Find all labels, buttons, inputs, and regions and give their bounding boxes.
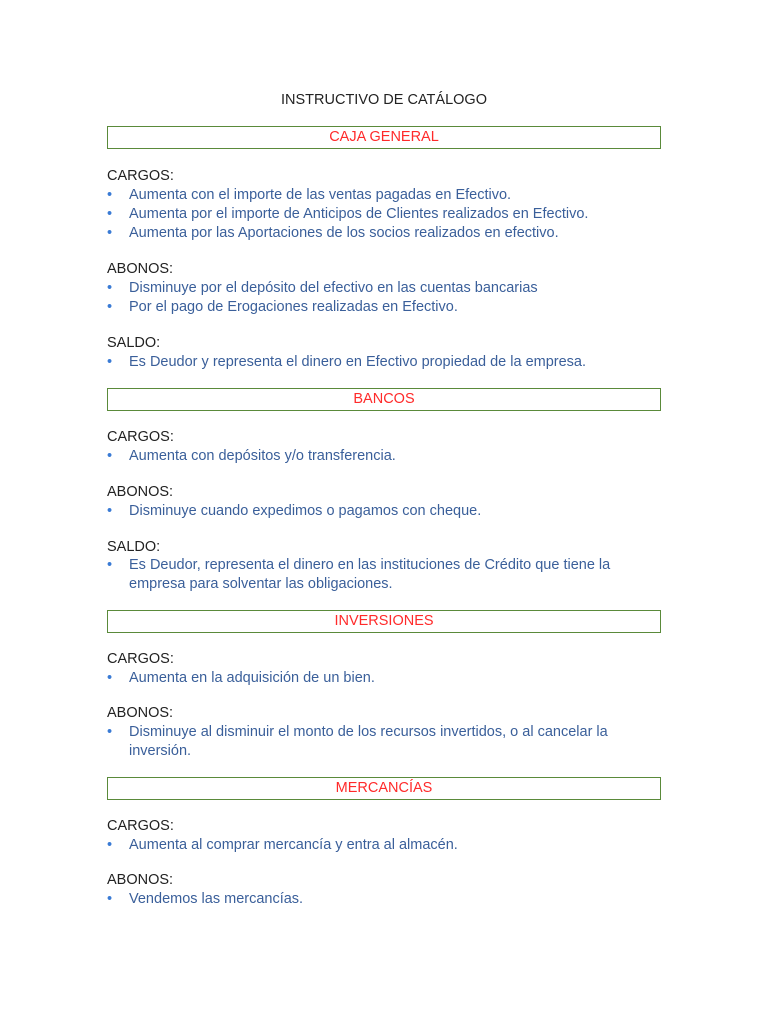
bullet-icon: • bbox=[107, 448, 113, 464]
cargos-heading: CARGOS: bbox=[107, 818, 174, 834]
bullet-icon: • bbox=[107, 837, 113, 853]
bullet-item: • Aumenta por las Aportaciones de los socios realizados en efectivo. bbox=[107, 225, 559, 241]
abonos-heading: ABONOS: bbox=[107, 261, 174, 277]
bullet-item: • Aumenta con el importe de las ventas pagadas en Efectivo. bbox=[107, 187, 512, 203]
saldo-heading: SALDO: bbox=[107, 335, 161, 351]
document-title: INSTRUCTIVO DE CATÁLOGO bbox=[281, 92, 487, 108]
bullet-item: • Disminuye al disminuir el monto de los recursos invertidos, o al cancelar la inversión. bbox=[107, 724, 608, 759]
cargos-heading: CARGOS: bbox=[107, 429, 174, 445]
section-header-inversiones: INVERSIONES bbox=[107, 610, 661, 633]
section-header-bancos: BANCOS bbox=[107, 388, 661, 411]
bullet-icon: • bbox=[107, 724, 113, 740]
bullet-icon: • bbox=[107, 354, 113, 370]
bullet-icon: • bbox=[107, 280, 113, 296]
bullet-item: • Por el pago de Erogaciones realizadas en Efectivo. bbox=[107, 299, 458, 315]
cargos-heading: CARGOS: bbox=[107, 168, 174, 184]
abonos-heading: ABONOS: bbox=[107, 484, 174, 500]
bullet-item: • Vendemos las mercancías. bbox=[107, 891, 304, 907]
bullet-icon: • bbox=[107, 503, 113, 519]
bullet-icon: • bbox=[107, 557, 113, 573]
bullet-item: • Aumenta con depósitos y/o transferencia. bbox=[107, 448, 396, 464]
bullet-icon: • bbox=[107, 299, 113, 315]
bullet-icon: • bbox=[107, 891, 113, 907]
saldo-heading: SALDO: bbox=[107, 539, 161, 555]
bullet-icon: • bbox=[107, 225, 113, 241]
bullet-item: • Disminuye cuando expedimos o pagamos con cheque. bbox=[107, 503, 482, 519]
bullet-icon: • bbox=[107, 206, 113, 222]
section-header-caja-general: CAJA GENERAL bbox=[107, 126, 661, 149]
bullet-item: • Aumenta por el importe de Anticipos de Clientes realizados en Efectivo. bbox=[107, 206, 589, 222]
bullet-item: • Aumenta en la adquisición de un bien. bbox=[107, 670, 375, 686]
bullet-item: • Es Deudor, representa el dinero en las instituciones de Crédito que tiene la empresa para solventar las obligaciones. bbox=[107, 557, 611, 592]
bullet-icon: • bbox=[107, 670, 113, 686]
abonos-heading: ABONOS: bbox=[107, 705, 174, 721]
bullet-icon: • bbox=[107, 187, 113, 203]
bullet-item: • Es Deudor y representa el dinero en Efectivo propiedad de la empresa. bbox=[107, 354, 587, 370]
abonos-heading: ABONOS: bbox=[107, 872, 174, 888]
bullet-item: • Disminuye por el depósito del efectivo en las cuentas bancarias bbox=[107, 280, 538, 296]
bullet-item: • Aumenta al comprar mercancía y entra al almacén. bbox=[107, 837, 458, 853]
cargos-heading: CARGOS: bbox=[107, 651, 174, 667]
section-header-mercancias: MERCANCÍAS bbox=[107, 777, 661, 800]
